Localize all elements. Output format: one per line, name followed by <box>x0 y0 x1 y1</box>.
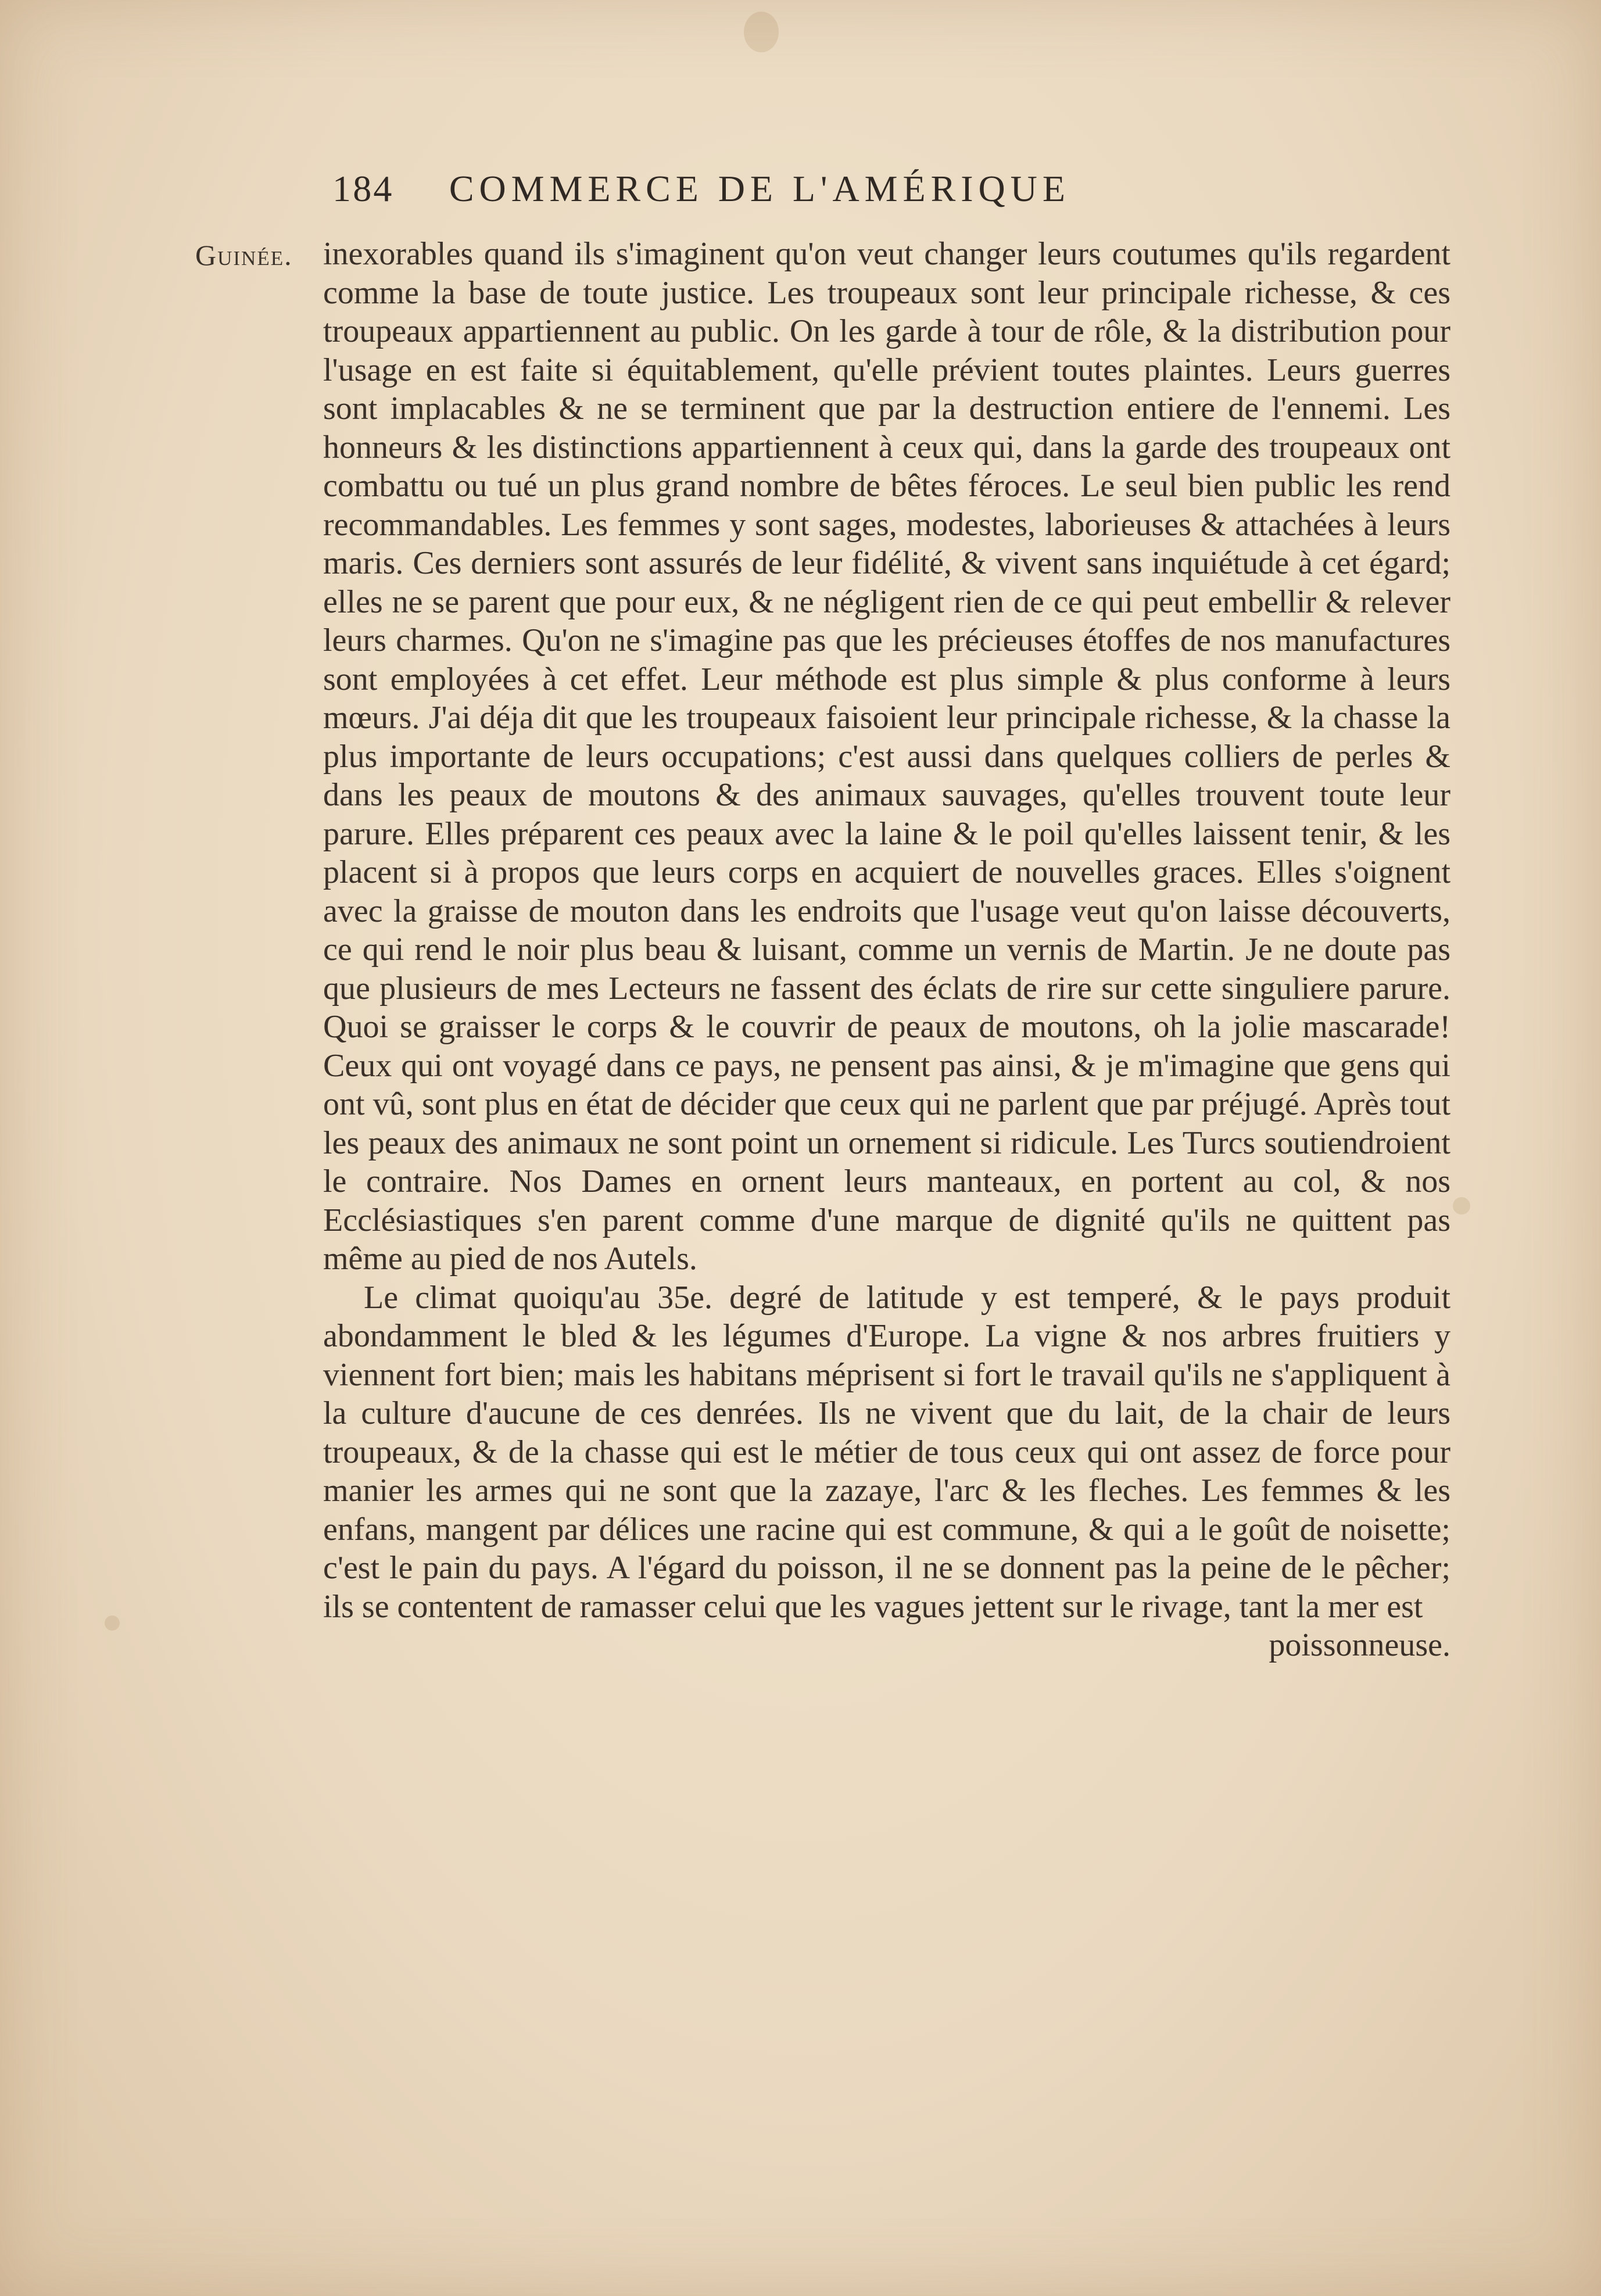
paragraph-2-last-line: poissonneuse. <box>1269 1627 1450 1663</box>
paper-stain <box>744 12 779 52</box>
page-number: 184 <box>332 168 394 209</box>
body-text <box>323 235 1450 1665</box>
paper-stain <box>105 1616 120 1631</box>
paragraph-1: inexorables quand ils s'imaginent qu'on veut changer leurs coutumes qu'ils regardent comme la base de toute justice. Les troupeaux sont leur principale richesse, & ces troupeaux appartiennent au public. On les garde à tour de rôle, & la distribution pour l'usage en est faite si équitablement, qu'elle prévient toutes plaintes. Leurs guerres sont implacables & ne se terminent que par la destruction entiere de l'ennemi. Les honneurs & les distinctions appartiennent à ceux qui, dans la garde des troupeaux ont combattu ou tué un plus grand nombre de bêtes féroces. Le seul bien public les rend recommandables. Les femmes y sont sages, modestes, laborieuses & attachées à leurs maris. Ces derniers sont assurés de leur fidélité, & vivent sans inquiétude à cet égard; elles ne se parent que pour eux, & ne négligent rien de ce qui peut embellir & relever leurs charmes. Qu'on ne s'imagine pas que les précieuses étoffes de nos manufactures sont employées à cet effet. Leur méthode est plus simple & plus conforme à leurs mœurs. J'ai déja dit que les troupeaux faisoient leur principale richesse, & la chasse la plus importante de leurs occupations; c'est aussi dans quelques colliers de perles & dans les peaux de moutons & des animaux sauvages, qu'elles trouvent toute leur parure. Elles préparent ces peaux avec la laine & le poil qu'elles laissent tenir, & les placent si à propos que leurs corps en acquiert de nouvelles graces. Elles s'oignent avec la graisse de mouton dans les endroits que l'usage veut qu'on laisse découverts, ce qui rend le noir plus beau & luisant, comme un vernis de Martin. Je ne doute pas que plusieurs de mes Lecteurs ne fassent des éclats de rire sur cette singuliere parure. Quoi se graisser le corps & le couvrir de peaux de moutons, oh la jolie mascarade! Ceux qui ont voyagé dans ce pays, ne pensent pas ainsi, & je m'imagine que gens qui ont vû, sont plus en état de décider que ceux qui ne parlent que par préjugé. Après tout les peaux des animaux ne sont point un ornement si ridicule. Les Turcs soutiendroient le contraire. Nos Dames en ornent leurs manteaux, en portent au col, & nos Ecclésiastiques s'en parent comme d'une marque de dignité qu'ils ne quittent pas même au pied de nos Autels. <box>323 236 1450 1277</box>
running-header <box>332 167 1309 210</box>
paper-stain <box>1453 1197 1470 1215</box>
margin-note: Guinée. <box>195 239 293 271</box>
running-title: COMMERCE DE L'AMÉRIQUE <box>449 168 1070 209</box>
paragraph-2: Le climat quoiqu'au 35e. degré de latitude y est temperé, & le pays produit abondamment le bled & les légumes d'Europe. La vigne & nos arbres fruitiers y viennent fort bien; mais les habitans méprisent si fort le travail qu'ils ne s'appliquent à la culture d'aucune de ces denrées. Ils ne vivent que du lait, de la chair de leurs troupeaux, & de la chasse qui est le métier de tous ceux qui ont assez de force pour manier les armes qui ne sont que la zazaye, l'arc & les fleches. Les femmes & les enfans, mangent par délices une racine qui est commune, & qui a le goût de noisette; c'est le pain du pays. A l'égard du poisson, il ne se donnent pas la peine de le pêcher; ils se contentent de ramasser celui que les vagues jettent sur le rivage, tant la mer est <box>323 1279 1450 1625</box>
